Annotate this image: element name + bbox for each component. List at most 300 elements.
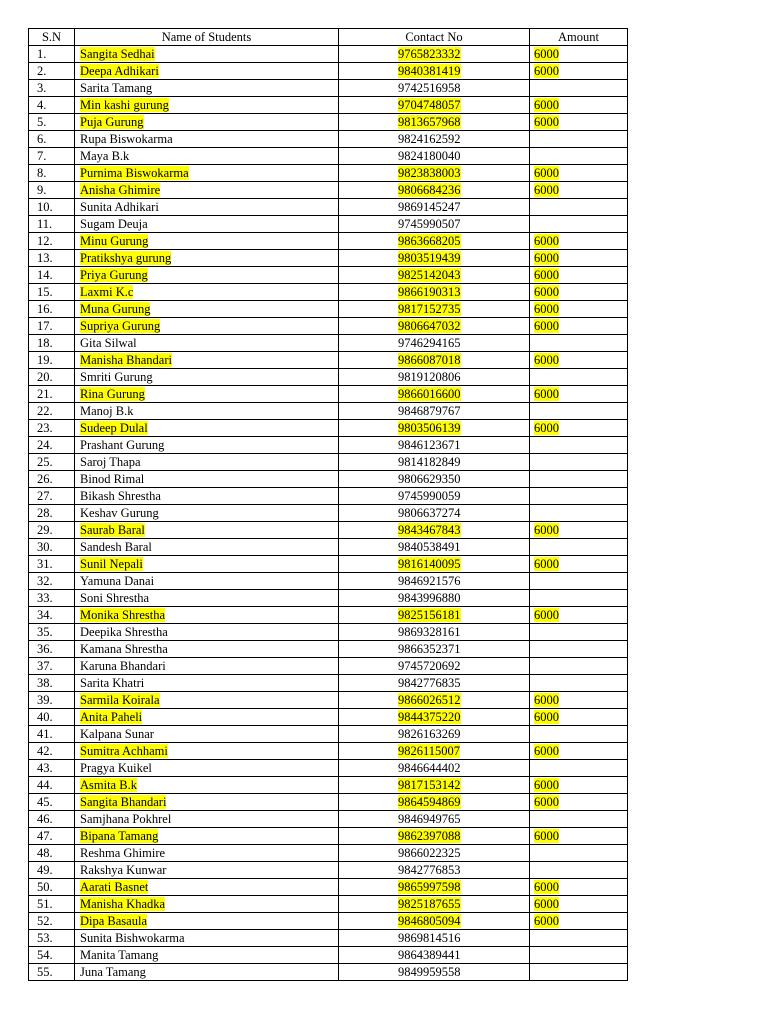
cell-student-name <box>75 386 339 403</box>
cell-student-name <box>75 131 339 148</box>
cell-student-name-text: Deepa Adhikari <box>80 64 159 78</box>
cell-student-name <box>75 80 339 97</box>
cell-student-name <box>75 624 339 641</box>
cell-amount-text: 6000 <box>534 421 559 435</box>
cell-amount <box>530 845 628 862</box>
cell-sn <box>29 641 75 658</box>
table-row <box>29 539 628 556</box>
cell-contact-no <box>339 947 530 964</box>
table-body <box>29 46 628 981</box>
cell-sn <box>29 97 75 114</box>
cell-amount-text: 6000 <box>534 880 559 894</box>
cell-sn-text: 39. <box>37 693 53 707</box>
cell-student-name-text: Sandesh Baral <box>80 540 152 554</box>
cell-amount-text: 6000 <box>534 64 559 78</box>
cell-student-name-text: Manisha Khadka <box>80 897 166 911</box>
cell-contact-no <box>339 182 530 199</box>
cell-contact-no <box>339 539 530 556</box>
cell-amount-text: 6000 <box>534 710 559 724</box>
cell-student-name-text: Manoj B.k <box>80 404 134 418</box>
cell-student-name <box>75 930 339 947</box>
table-row <box>29 369 628 386</box>
cell-contact-no-text: 9816140095 <box>398 557 461 571</box>
cell-contact-no <box>339 862 530 879</box>
cell-student-name-text: Sumitra Achhami <box>80 744 168 758</box>
table-row <box>29 267 628 284</box>
cell-contact-no <box>339 556 530 573</box>
cell-amount-text: 6000 <box>534 829 559 843</box>
cell-amount <box>530 624 628 641</box>
cell-contact-no <box>339 590 530 607</box>
cell-sn <box>29 471 75 488</box>
cell-sn <box>29 386 75 403</box>
table-row <box>29 301 628 318</box>
cell-contact-no-text: 9846123671 <box>398 438 461 452</box>
cell-contact-no <box>339 80 530 97</box>
cell-student-name-text: Soni Shrestha <box>80 591 150 605</box>
cell-sn-text: 6. <box>37 132 47 146</box>
cell-sn-text: 10. <box>37 200 53 214</box>
cell-contact-no-text: 9846921576 <box>398 574 461 588</box>
cell-amount-text: 6000 <box>534 268 559 282</box>
cell-sn-text: 53. <box>37 931 53 945</box>
cell-contact-no-text: 9745990507 <box>398 217 461 231</box>
table-row <box>29 760 628 777</box>
cell-sn <box>29 658 75 675</box>
cell-student-name <box>75 301 339 318</box>
cell-sn-text: 19. <box>37 353 53 367</box>
cell-contact-no-text: 9803519439 <box>398 251 461 265</box>
cell-sn-text: 5. <box>37 115 47 129</box>
cell-student-name-text: Prashant Gurung <box>80 438 165 452</box>
cell-amount <box>530 131 628 148</box>
cell-contact-no-text: 9866016600 <box>398 387 461 401</box>
cell-amount <box>530 454 628 471</box>
cell-amount <box>530 114 628 131</box>
cell-contact-no <box>339 114 530 131</box>
cell-student-name-text: Rupa Biswokarma <box>80 132 173 146</box>
cell-student-name-text: Aarati Basnet <box>80 880 149 894</box>
cell-amount <box>530 828 628 845</box>
table-row <box>29 335 628 352</box>
cell-student-name-text: Bipana Tamang <box>80 829 159 843</box>
cell-student-name <box>75 335 339 352</box>
cell-contact-no-text: 9843467843 <box>398 523 461 537</box>
table-row <box>29 777 628 794</box>
cell-sn <box>29 148 75 165</box>
cell-sn <box>29 879 75 896</box>
cell-sn-text: 37. <box>37 659 53 673</box>
cell-amount-text: 6000 <box>534 234 559 248</box>
cell-contact-no <box>339 46 530 63</box>
cell-student-name-text: Gita Silwal <box>80 336 137 350</box>
cell-student-name <box>75 97 339 114</box>
cell-sn-text: 1. <box>37 47 47 61</box>
cell-contact-no-text: 9765823332 <box>398 47 461 61</box>
cell-sn-text: 36. <box>37 642 53 656</box>
cell-contact-no <box>339 828 530 845</box>
cell-amount <box>530 930 628 947</box>
cell-student-name-text: Puja Gurung <box>80 115 144 129</box>
cell-amount <box>530 403 628 420</box>
cell-sn <box>29 862 75 879</box>
cell-sn-text: 40. <box>37 710 53 724</box>
cell-sn <box>29 505 75 522</box>
cell-student-name-text: Saurab Baral <box>80 523 145 537</box>
table-header <box>29 29 628 46</box>
cell-contact-no-text: 9819120806 <box>398 370 461 384</box>
cell-student-name-text: Sunita Adhikari <box>80 200 159 214</box>
cell-contact-no <box>339 488 530 505</box>
cell-contact-no-text: 9844375220 <box>398 710 461 724</box>
cell-sn-text: 29. <box>37 523 53 537</box>
cell-contact-no-text: 9869328161 <box>398 625 461 639</box>
cell-student-name <box>75 845 339 862</box>
table-row <box>29 522 628 539</box>
cell-student-name <box>75 420 339 437</box>
cell-contact-no-text: 9846644402 <box>398 761 461 775</box>
table-row <box>29 505 628 522</box>
cell-sn <box>29 539 75 556</box>
table-row <box>29 488 628 505</box>
cell-amount <box>530 726 628 743</box>
cell-amount-text: 6000 <box>534 353 559 367</box>
cell-student-name <box>75 182 339 199</box>
cell-sn <box>29 743 75 760</box>
cell-sn <box>29 165 75 182</box>
table-row <box>29 63 628 80</box>
cell-contact-no <box>339 148 530 165</box>
cell-contact-no-text: 9840381419 <box>398 64 461 78</box>
cell-student-name-text: Supriya Gurung <box>80 319 161 333</box>
cell-sn <box>29 573 75 590</box>
cell-amount <box>530 182 628 199</box>
cell-student-name <box>75 641 339 658</box>
cell-amount <box>530 607 628 624</box>
cell-student-name-text: Priya Gurung <box>80 268 148 282</box>
cell-sn <box>29 811 75 828</box>
cell-sn-text: 9. <box>37 183 47 197</box>
cell-amount-text: 6000 <box>534 557 559 571</box>
cell-sn-text: 44. <box>37 778 53 792</box>
table-row <box>29 879 628 896</box>
cell-sn-text: 16. <box>37 302 53 316</box>
cell-amount-text: 6000 <box>534 778 559 792</box>
cell-sn <box>29 794 75 811</box>
cell-sn-text: 52. <box>37 914 53 928</box>
cell-sn <box>29 267 75 284</box>
cell-student-name-text: Sunil Nepali <box>80 557 143 571</box>
cell-student-name <box>75 590 339 607</box>
cell-sn-text: 12. <box>37 234 53 248</box>
cell-contact-no-text: 9846949765 <box>398 812 461 826</box>
table-row <box>29 573 628 590</box>
cell-amount-text: 6000 <box>534 523 559 537</box>
cell-contact-no-text: 9806647032 <box>398 319 461 333</box>
cell-amount <box>530 233 628 250</box>
table-row <box>29 692 628 709</box>
cell-contact-no <box>339 913 530 930</box>
cell-amount-text: 6000 <box>534 319 559 333</box>
table-row <box>29 658 628 675</box>
cell-sn-text: 34. <box>37 608 53 622</box>
cell-sn-text: 14. <box>37 268 53 282</box>
cell-contact-no-text: 9862397088 <box>398 829 461 843</box>
table-row <box>29 624 628 641</box>
table-row <box>29 913 628 930</box>
cell-amount <box>530 709 628 726</box>
cell-sn <box>29 590 75 607</box>
cell-contact-no <box>339 97 530 114</box>
cell-amount <box>530 964 628 981</box>
cell-student-name <box>75 539 339 556</box>
cell-student-name <box>75 233 339 250</box>
cell-student-name-text: Maya B.k <box>80 149 130 163</box>
cell-sn-text: 38. <box>37 676 53 690</box>
cell-student-name-text: Rina Gurung <box>80 387 145 401</box>
cell-amount <box>530 165 628 182</box>
cell-student-name <box>75 743 339 760</box>
cell-student-name <box>75 352 339 369</box>
cell-sn-text: 33. <box>37 591 53 605</box>
table-row <box>29 794 628 811</box>
cell-sn <box>29 913 75 930</box>
cell-sn <box>29 930 75 947</box>
cell-student-name <box>75 522 339 539</box>
cell-amount <box>530 913 628 930</box>
cell-sn <box>29 709 75 726</box>
cell-contact-no-text: 9823838003 <box>398 166 461 180</box>
cell-sn-text: 8. <box>37 166 47 180</box>
cell-student-name <box>75 437 339 454</box>
table-row <box>29 556 628 573</box>
cell-sn-text: 23. <box>37 421 53 435</box>
cell-student-name <box>75 913 339 930</box>
cell-student-name-text: Asmita B.k <box>80 778 137 792</box>
cell-student-name <box>75 454 339 471</box>
cell-amount <box>530 811 628 828</box>
cell-student-name <box>75 369 339 386</box>
cell-contact-no <box>339 267 530 284</box>
cell-amount-text: 6000 <box>534 98 559 112</box>
cell-amount <box>530 437 628 454</box>
cell-sn <box>29 114 75 131</box>
table-row <box>29 641 628 658</box>
cell-sn <box>29 522 75 539</box>
cell-student-name <box>75 250 339 267</box>
cell-sn-text: 20. <box>37 370 53 384</box>
cell-contact-no <box>339 284 530 301</box>
table-row <box>29 811 628 828</box>
table-row <box>29 845 628 862</box>
cell-amount <box>530 743 628 760</box>
cell-amount-text: 6000 <box>534 693 559 707</box>
cell-amount-text: 6000 <box>534 897 559 911</box>
cell-amount <box>530 896 628 913</box>
cell-student-name-text: Kalpana Sunar <box>80 727 154 741</box>
cell-amount-text: 6000 <box>534 166 559 180</box>
cell-contact-no-text: 9746294165 <box>398 336 461 350</box>
cell-contact-no <box>339 165 530 182</box>
cell-student-name-text: Monika Shrestha <box>80 608 166 622</box>
table-row <box>29 896 628 913</box>
cell-contact-no-text: 9863668205 <box>398 234 461 248</box>
cell-student-name-text: Sarita Khatri <box>80 676 145 690</box>
cell-contact-no-text: 9704748057 <box>398 98 461 112</box>
cell-sn <box>29 420 75 437</box>
cell-student-name-text: Sugam Deuja <box>80 217 148 231</box>
cell-contact-no-text: 9813657968 <box>398 115 461 129</box>
cell-contact-no <box>339 879 530 896</box>
cell-contact-no <box>339 216 530 233</box>
cell-sn-text: 31. <box>37 557 53 571</box>
cell-amount <box>530 216 628 233</box>
cell-amount <box>530 573 628 590</box>
cell-student-name <box>75 862 339 879</box>
cell-contact-no-text: 9817152735 <box>398 302 461 316</box>
cell-contact-no <box>339 692 530 709</box>
cell-student-name <box>75 199 339 216</box>
cell-student-name <box>75 471 339 488</box>
cell-sn-text: 4. <box>37 98 47 112</box>
cell-contact-no-text: 9842776853 <box>398 863 461 877</box>
cell-amount-text: 6000 <box>534 795 559 809</box>
cell-sn <box>29 284 75 301</box>
cell-student-name-text: Deepika Shrestha <box>80 625 168 639</box>
cell-contact-no-text: 9745720692 <box>398 659 461 673</box>
cell-sn-text: 55. <box>37 965 53 979</box>
cell-contact-no-text: 9806684236 <box>398 183 461 197</box>
cell-sn-text: 18. <box>37 336 53 350</box>
table-row <box>29 607 628 624</box>
cell-amount-text: 6000 <box>534 608 559 622</box>
cell-student-name <box>75 505 339 522</box>
cell-student-name-text: Samjhana Pokhrel <box>80 812 172 826</box>
cell-contact-no-text: 9825156181 <box>398 608 461 622</box>
cell-student-name <box>75 607 339 624</box>
cell-contact-no-text: 9846805094 <box>398 914 461 928</box>
cell-sn-text: 2. <box>37 64 47 78</box>
cell-amount <box>530 80 628 97</box>
cell-contact-no <box>339 505 530 522</box>
cell-student-name <box>75 556 339 573</box>
cell-amount-text: 6000 <box>534 387 559 401</box>
cell-student-name <box>75 896 339 913</box>
table-row <box>29 284 628 301</box>
cell-student-name <box>75 811 339 828</box>
table-row <box>29 250 628 267</box>
cell-sn <box>29 726 75 743</box>
cell-amount <box>530 352 628 369</box>
cell-sn <box>29 624 75 641</box>
cell-sn-text: 35. <box>37 625 53 639</box>
cell-contact-no-text: 9824180040 <box>398 149 461 163</box>
cell-contact-no-text: 9866026512 <box>398 693 461 707</box>
cell-sn <box>29 131 75 148</box>
cell-contact-no-text: 9866022325 <box>398 846 461 860</box>
cell-contact-no <box>339 573 530 590</box>
cell-student-name-text: Karuna Bhandari <box>80 659 166 673</box>
cell-amount <box>530 794 628 811</box>
table-row <box>29 80 628 97</box>
cell-sn <box>29 964 75 981</box>
cell-contact-no-text: 9817153142 <box>398 778 461 792</box>
table-row <box>29 114 628 131</box>
cell-sn-text: 3. <box>37 81 47 95</box>
cell-sn <box>29 845 75 862</box>
cell-student-name <box>75 760 339 777</box>
table-row <box>29 471 628 488</box>
students-table <box>28 28 628 981</box>
cell-student-name-text: Sangita Bhandari <box>80 795 167 809</box>
cell-student-name <box>75 692 339 709</box>
cell-sn-text: 51. <box>37 897 53 911</box>
cell-contact-no <box>339 386 530 403</box>
cell-amount <box>530 318 628 335</box>
cell-student-name <box>75 726 339 743</box>
cell-sn-text: 27. <box>37 489 53 503</box>
cell-sn <box>29 488 75 505</box>
cell-sn <box>29 301 75 318</box>
cell-amount <box>530 386 628 403</box>
cell-sn-text: 21. <box>37 387 53 401</box>
cell-student-name <box>75 403 339 420</box>
cell-amount <box>530 488 628 505</box>
header-row <box>29 29 628 46</box>
cell-amount-text: 6000 <box>534 285 559 299</box>
cell-contact-no <box>339 624 530 641</box>
cell-contact-no-text: 9825142043 <box>398 268 461 282</box>
cell-contact-no-text: 9869145247 <box>398 200 461 214</box>
cell-sn-text: 30. <box>37 540 53 554</box>
cell-sn <box>29 675 75 692</box>
header-name: Name of Students <box>75 29 339 46</box>
cell-amount <box>530 556 628 573</box>
cell-amount-text: 6000 <box>534 183 559 197</box>
cell-contact-no <box>339 352 530 369</box>
table-row <box>29 46 628 63</box>
cell-sn-text: 11. <box>37 217 53 231</box>
table-row <box>29 233 628 250</box>
table-row <box>29 148 628 165</box>
cell-student-name-text: Rakshya Kunwar <box>80 863 167 877</box>
cell-student-name-text: Pratikshya gurung <box>80 251 172 265</box>
header-sn: S.N <box>29 29 75 46</box>
cell-amount <box>530 879 628 896</box>
table-row <box>29 131 628 148</box>
cell-sn-text: 47. <box>37 829 53 843</box>
table-row <box>29 862 628 879</box>
cell-contact-no <box>339 437 530 454</box>
cell-student-name <box>75 777 339 794</box>
cell-contact-no <box>339 845 530 862</box>
cell-student-name-text: Sarita Tamang <box>80 81 153 95</box>
cell-student-name-text: Sarmila Koirala <box>80 693 160 707</box>
cell-student-name-text: Bikash Shrestha <box>80 489 161 503</box>
cell-sn <box>29 692 75 709</box>
cell-sn-text: 13. <box>37 251 53 265</box>
cell-contact-no <box>339 607 530 624</box>
cell-student-name-text: Saroj Thapa <box>80 455 141 469</box>
cell-student-name <box>75 709 339 726</box>
cell-contact-no <box>339 131 530 148</box>
cell-contact-no <box>339 794 530 811</box>
cell-amount <box>530 63 628 80</box>
table-row <box>29 930 628 947</box>
cell-sn-text: 48. <box>37 846 53 860</box>
cell-amount <box>530 301 628 318</box>
cell-sn <box>29 318 75 335</box>
